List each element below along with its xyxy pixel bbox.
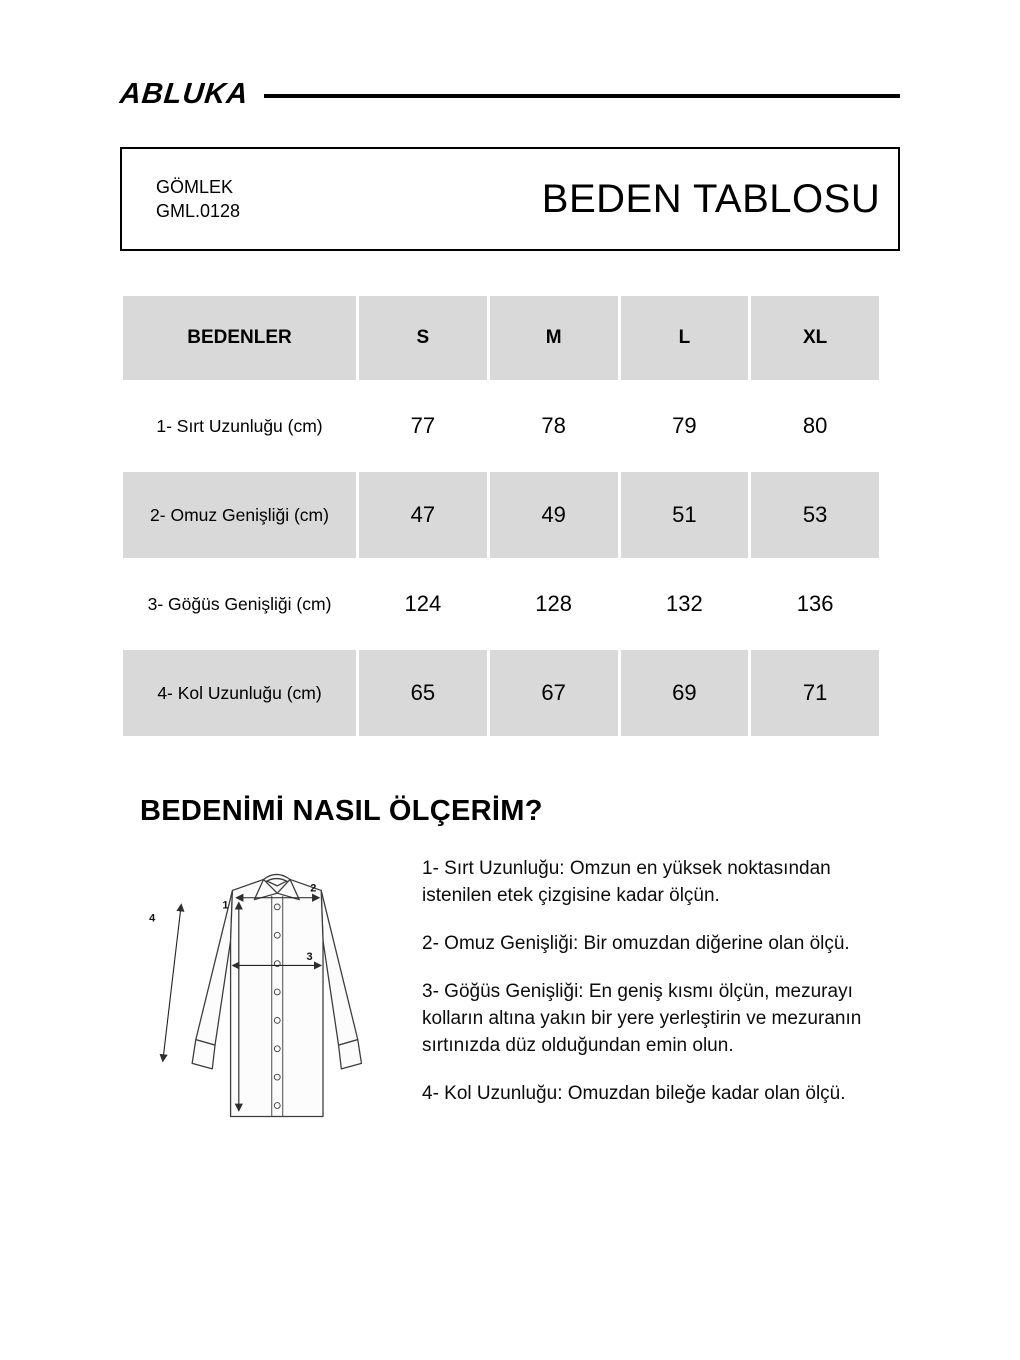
measure-guide-heading: BEDENİMİ NASIL ÖLÇERİM? <box>140 795 543 827</box>
cell-value: 136 <box>751 561 879 647</box>
cell-value: 128 <box>490 561 618 647</box>
col-header-s: S <box>359 296 487 380</box>
header-rule <box>264 94 900 98</box>
cell-value: 80 <box>751 383 879 469</box>
diagram-label-4: 4 <box>149 912 156 925</box>
page-title: BEDEN TABLOSU <box>541 176 881 221</box>
product-name: GÖMLEK <box>156 176 234 197</box>
table-row <box>123 472 879 558</box>
sleeve-length-arrow <box>163 905 181 1061</box>
table-row <box>123 383 879 469</box>
left-sleeve <box>196 890 233 1045</box>
col-header-bedenler: BEDENLER <box>123 296 356 380</box>
shirt-measurement-diagram <box>120 852 422 1159</box>
measure-guide-section <box>120 852 900 1159</box>
cell-value: 124 <box>359 561 487 647</box>
measure-instructions <box>422 852 900 1159</box>
product-info <box>122 175 406 224</box>
instruction-shoulder-width: 2- Omuz Genişliği: Bir omuzdan diğerine olan ölçü. <box>422 932 850 954</box>
instruction-sleeve-length: 4- Kol Uzunluğu: Omuzdan bileğe kadar olan ölçü. <box>422 1082 846 1104</box>
brand-logo: ABLUKA <box>118 78 251 110</box>
cell-value: 71 <box>751 650 879 736</box>
cell-value: 67 <box>490 650 618 736</box>
instruction-chest-width: 3- Göğüs Genişliği: En geniş kısmı ölçün, mezurayı kolların altına yakın bir yere yerleştirin ve mezuranın sırtınızda düz olduğundan emin olun. <box>422 980 862 1056</box>
cell-value: 77 <box>359 383 487 469</box>
row-label: 2- Omuz Genişliği (cm) <box>123 472 356 558</box>
table-row <box>123 561 879 647</box>
row-label: 4- Kol Uzunluğu (cm) <box>123 650 356 736</box>
row-label: 1- Sırt Uzunluğu (cm) <box>123 383 356 469</box>
diagram-label-2: 2 <box>310 882 317 895</box>
table-header-row <box>123 296 879 380</box>
col-header-l: L <box>621 296 749 380</box>
shirt-diagram-svg <box>138 852 422 1154</box>
cell-value: 47 <box>359 472 487 558</box>
diagram-label-1: 1 <box>222 899 229 912</box>
cell-value: 132 <box>621 561 749 647</box>
right-sleeve <box>321 890 358 1045</box>
col-header-m: M <box>490 296 618 380</box>
shirt-body <box>231 879 323 1116</box>
title-box <box>120 147 900 251</box>
cell-value: 79 <box>621 383 749 469</box>
cell-value: 51 <box>621 472 749 558</box>
brand-header <box>120 0 900 111</box>
col-header-xl: XL <box>751 296 879 380</box>
row-label: 3- Göğüs Genişliği (cm) <box>123 561 356 647</box>
table-row <box>123 650 879 736</box>
cell-value: 49 <box>490 472 618 558</box>
size-table <box>120 293 882 739</box>
left-cuff <box>192 1040 215 1069</box>
instruction-back-length: 1- Sırt Uzunluğu: Omzun en yüksek noktasından istenilen etek çizgisine kadar ölçün. <box>422 858 831 906</box>
product-code: GML.0128 <box>156 201 241 221</box>
cell-value: 65 <box>359 650 487 736</box>
right-cuff <box>339 1040 362 1069</box>
diagram-label-3: 3 <box>306 950 313 963</box>
cell-value: 69 <box>621 650 749 736</box>
cell-value: 78 <box>490 383 618 469</box>
cell-value: 53 <box>751 472 879 558</box>
